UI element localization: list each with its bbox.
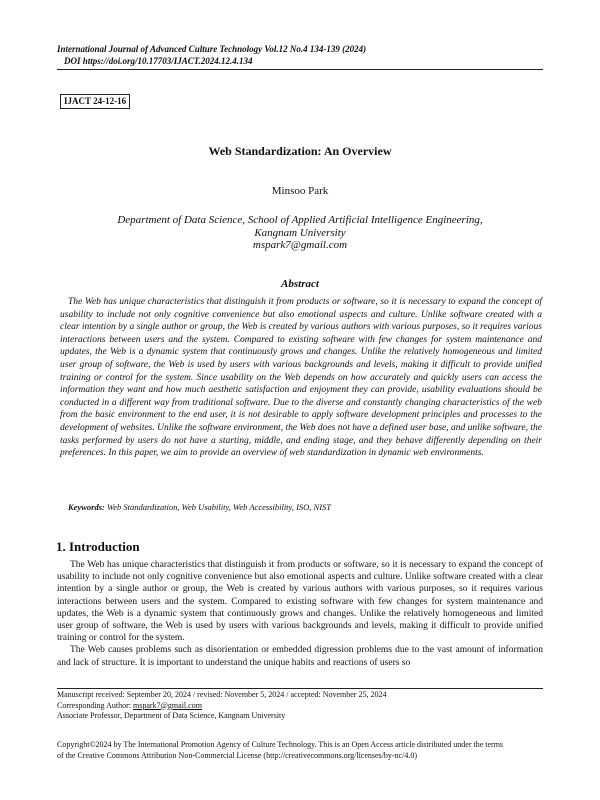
journal-citation: International Journal of Advanced Culture Technology Vol.12 No.4 134-139 (2024) xyxy=(57,44,367,54)
affiliation xyxy=(80,214,520,252)
author-name: Minsoo Park xyxy=(271,185,329,197)
article-id-box: IJACT 24-12-16 xyxy=(60,94,130,109)
corresponding-author xyxy=(57,701,543,712)
keywords-label: Keywords: xyxy=(68,502,105,512)
keywords xyxy=(68,502,542,512)
author-email: mspark7@gmail.com xyxy=(252,239,348,251)
paper-title: Web Standardization: An Overview xyxy=(208,144,392,158)
affiliation-university: Kangnam University xyxy=(254,226,346,239)
corresponding-email-link[interactable]: mspark7@gmail.com xyxy=(133,700,202,710)
copyright-notice xyxy=(57,740,543,761)
abstract-heading: Abstract xyxy=(281,278,319,290)
introduction-paragraph-1: The Web has unique characteristics that distinguish it from products or software, so it is necessary to expand the concept of usability to include not only cognitive convenience but also emotional aspects and culture. Unlike software created with a clear intention by a single author or group, the Web is created by various authors with various purposes, so it requires various interactions between users and the system. Compared to existing software with few changes for system maintenance and updates, the Web is a dynamic system that continuously grows and changes. Unlike the relatively homogeneous and limited user group of software, the Web is used by users with various backgrounds and levels, making it difficult to provide unified training or control for the system. xyxy=(57,560,543,644)
keywords-value: Web Standardization, Web Usability, Web Accessibility, ISO, NIST xyxy=(106,502,332,512)
copyright-line-1: Copyright©2024 by The International Promotion Agency of Culture Technology. This is an Open Access article distributed under the terms xyxy=(57,740,504,749)
journal-header xyxy=(57,43,543,67)
corresponding-label: Corresponding Author: xyxy=(57,700,133,710)
introduction-paragraph-2: The Web causes problems such as disorientation or embedded digression problems due to the vast amount of information and lack of structure. It is important to understand the unique habits and reactions of users so xyxy=(57,645,543,668)
manuscript-dates: Manuscript received: September 20, 2024 / revised: November 5, 2024 / accepted: November 25, 2024 xyxy=(57,690,387,699)
section-heading-introduction: 1. Introduction xyxy=(56,539,140,554)
journal-doi: DOI https://doi.org/10.17703/IJACT.2024.12.4.134 xyxy=(64,56,253,66)
footnotes xyxy=(57,690,543,722)
abstract-text: The Web has unique characteristics that distinguish it from products or software, so it is necessary to expand the concept of usability to include not only cognitive convenience but also emotional aspects and culture. Unlike software created with a clear intention by a single author or group, the Web is created by various authors with various purposes, so it requires various interactions between users and the system. Compared to existing software with few changes for system maintenance and updates, the Web is a dynamic system that continuously grows and changes. Unlike the relatively homogeneous and limited user group of software, the Web is used by users with various backgrounds and levels, making it difficult to provide unified training or control for the system. Since usability on the Web depends on how accurately and quickly users can access the information they want and how much aesthetic satisfaction and enjoyment they can provide, usability evaluations should be conducted in a different way from traditional software. Due to the diverse and constantly changing characteristics of the web from the basic environment to the end user, it is not desirable to apply software development principles and processes to the development of websites. Unlike the software environment, the Web does not have a defined user base, and unlike software, the tasks performed by users do not have a starting, middle, and ending stage, and they behave differently depending on their preferences. In this paper, we aim to provide an overview of web standardization in dynamic web environments. xyxy=(60,297,542,459)
footnote-rule xyxy=(57,688,543,689)
copyright-line-2: of the Creative Commons Attribution Non-Commercial License (http://creativecommons.org/licenses/by-nc/4.0) xyxy=(57,750,417,760)
author-position: Associate Professor, Department of Data Science, Kangnam University xyxy=(57,711,286,720)
introduction-body xyxy=(57,559,543,669)
header-rule xyxy=(57,69,543,70)
affiliation-department: Department of Data Science, School of Applied Artificial Intelligence Engineering, xyxy=(117,214,483,226)
